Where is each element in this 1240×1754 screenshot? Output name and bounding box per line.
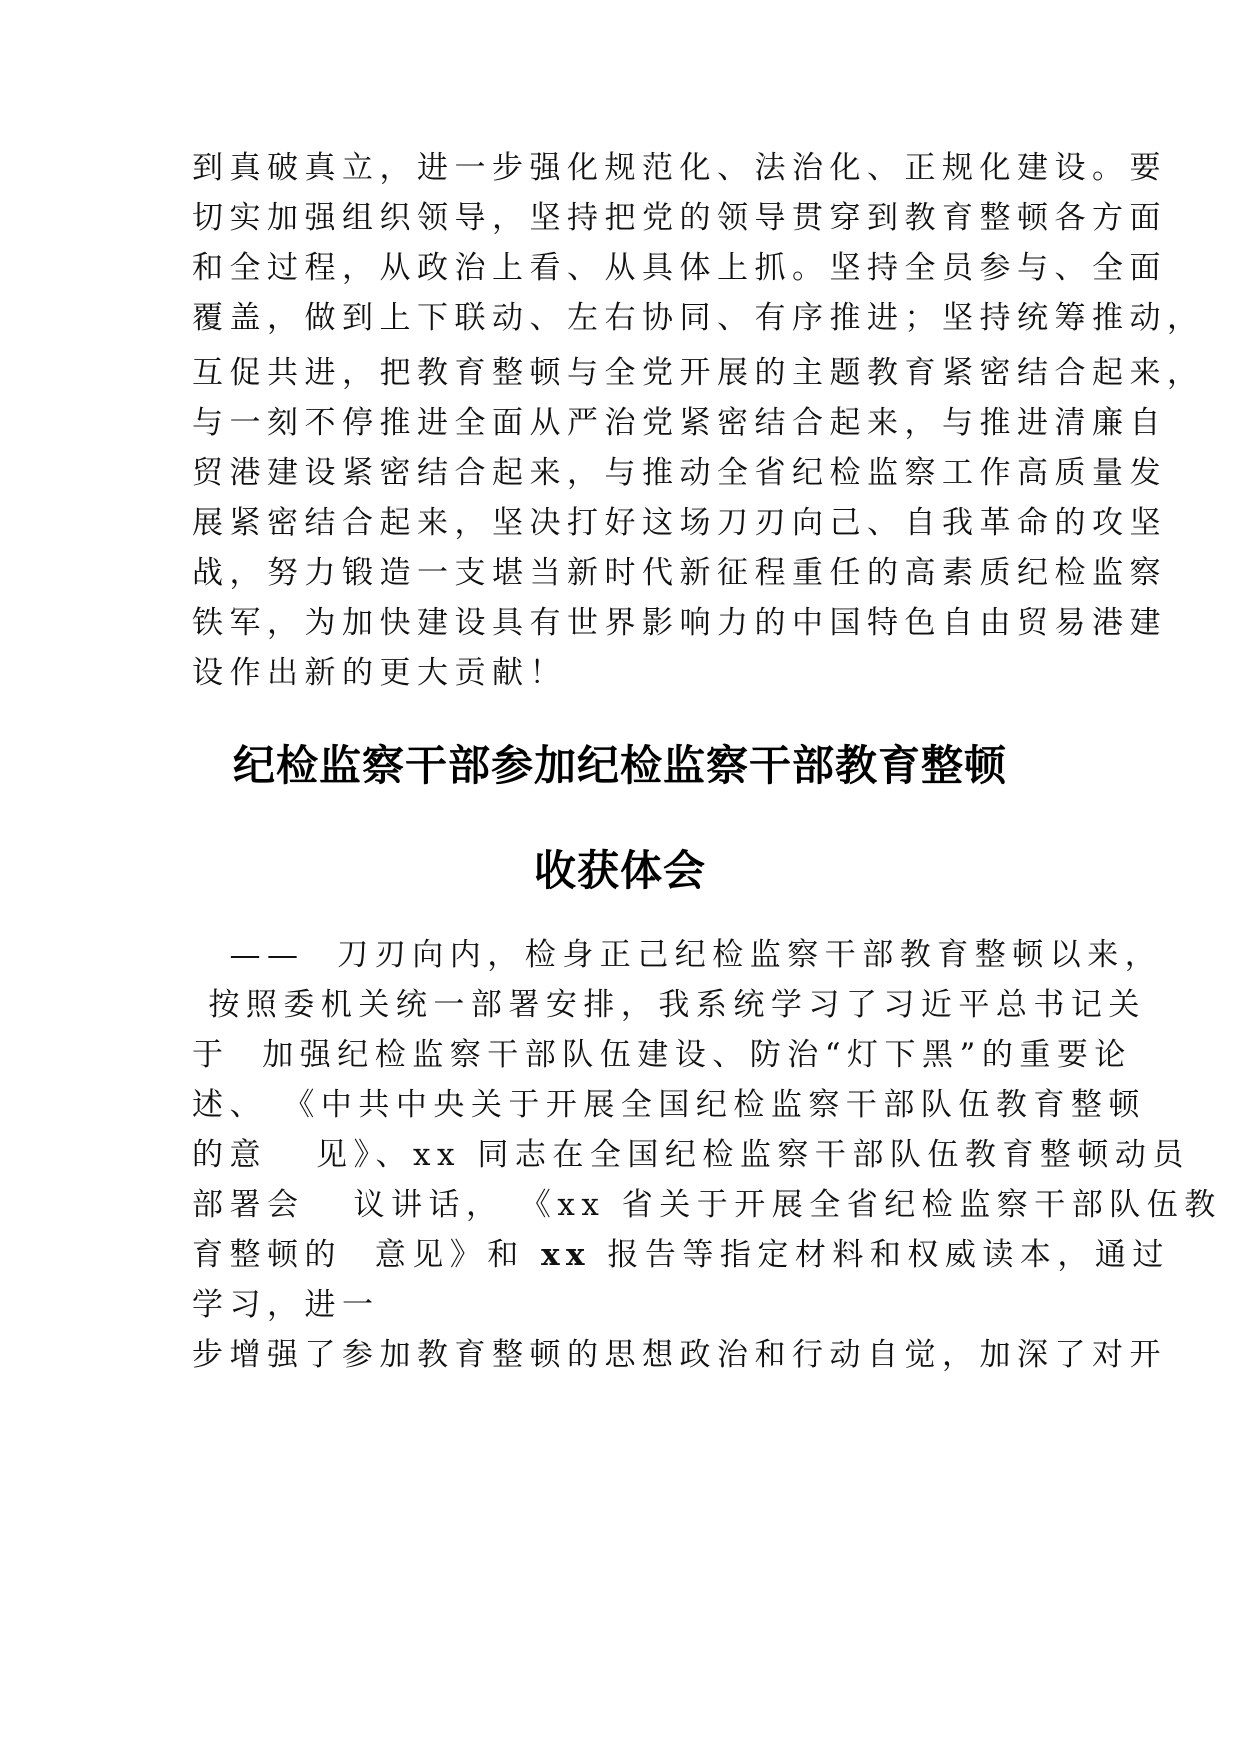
body-line: 按照委机关统一部署安排，我系统学习了习近平总书记关 (192, 987, 1146, 1023)
article-title-line-1: 纪检监察干部参加纪检监察干部教育整顿 (232, 741, 1007, 790)
paragraph-line: 贸港建设紧密结合起来，与推动全省纪检监察工作高质量发 (192, 455, 1167, 491)
body-line (192, 1235, 1170, 1275)
bold-name-placeholder: xx (541, 1237, 592, 1273)
body-line: 述、 《中共中央关于开展全国纪检监察干部队伍教育整顿 (192, 1087, 1146, 1123)
paragraph-line: 到真破真立，进一步强化规范化、法治化、正规化建设。要 (192, 150, 1167, 186)
paragraph-line: 铁军，为加快建设具有世界影响力的中国特色自由贸易港建 (192, 605, 1167, 641)
paragraph-line: 展紧密结合起来，坚决打好这场刀刃向己、自我革命的攻坚 (192, 505, 1167, 541)
article-title-line-2: 收获体会 (533, 846, 706, 895)
body-line: 学习，进一 (192, 1287, 380, 1323)
paragraph-line: 覆盖，做到上下联动、左右协同、有序推进；坚持统筹推动， (192, 300, 1205, 336)
body-text-segment: 报告等指定材料和权威读本，通过 (591, 1237, 1170, 1273)
body-line: —— 刀刃向内，检身正己纪检监察干部教育整顿以来， (192, 937, 1163, 973)
paragraph-line: 和全过程，从政治上看、从具体上抓。坚持全员参与、全面 (192, 250, 1167, 286)
body-line: 的意 见》、xx 同志在全国纪检监察干部队伍教育整顿动员 (192, 1137, 1190, 1173)
paragraph-line: 切实加强组织领导，坚持把党的领导贯穿到教育整顿各方面 (192, 200, 1167, 236)
paragraph-line: 战，努力锻造一支堪当新时代新征程重任的高素质纪检监察 (192, 555, 1167, 591)
paragraph-line: 设作出新的更大贡献！ (192, 655, 567, 691)
body-line: 步增强了参加教育整顿的思想政治和行动自觉，加深了对开 (192, 1337, 1167, 1373)
paragraph-line: 互促共进，把教育整顿与全党开展的主题教育紧密结合起来， (192, 355, 1205, 391)
body-text-segment: 育整顿的 意见》和 (192, 1237, 542, 1273)
body-line: 部署会 议讲话， 《xx 省关于开展全省纪检监察干部队伍教 (192, 1187, 1222, 1223)
paragraph-line: 与一刻不停推进全面从严治党紧密结合起来，与推进清廉自 (192, 405, 1167, 441)
body-line: 于 加强纪检监察干部队伍建设、防治“灯下黑”的重要论 (192, 1037, 1132, 1073)
